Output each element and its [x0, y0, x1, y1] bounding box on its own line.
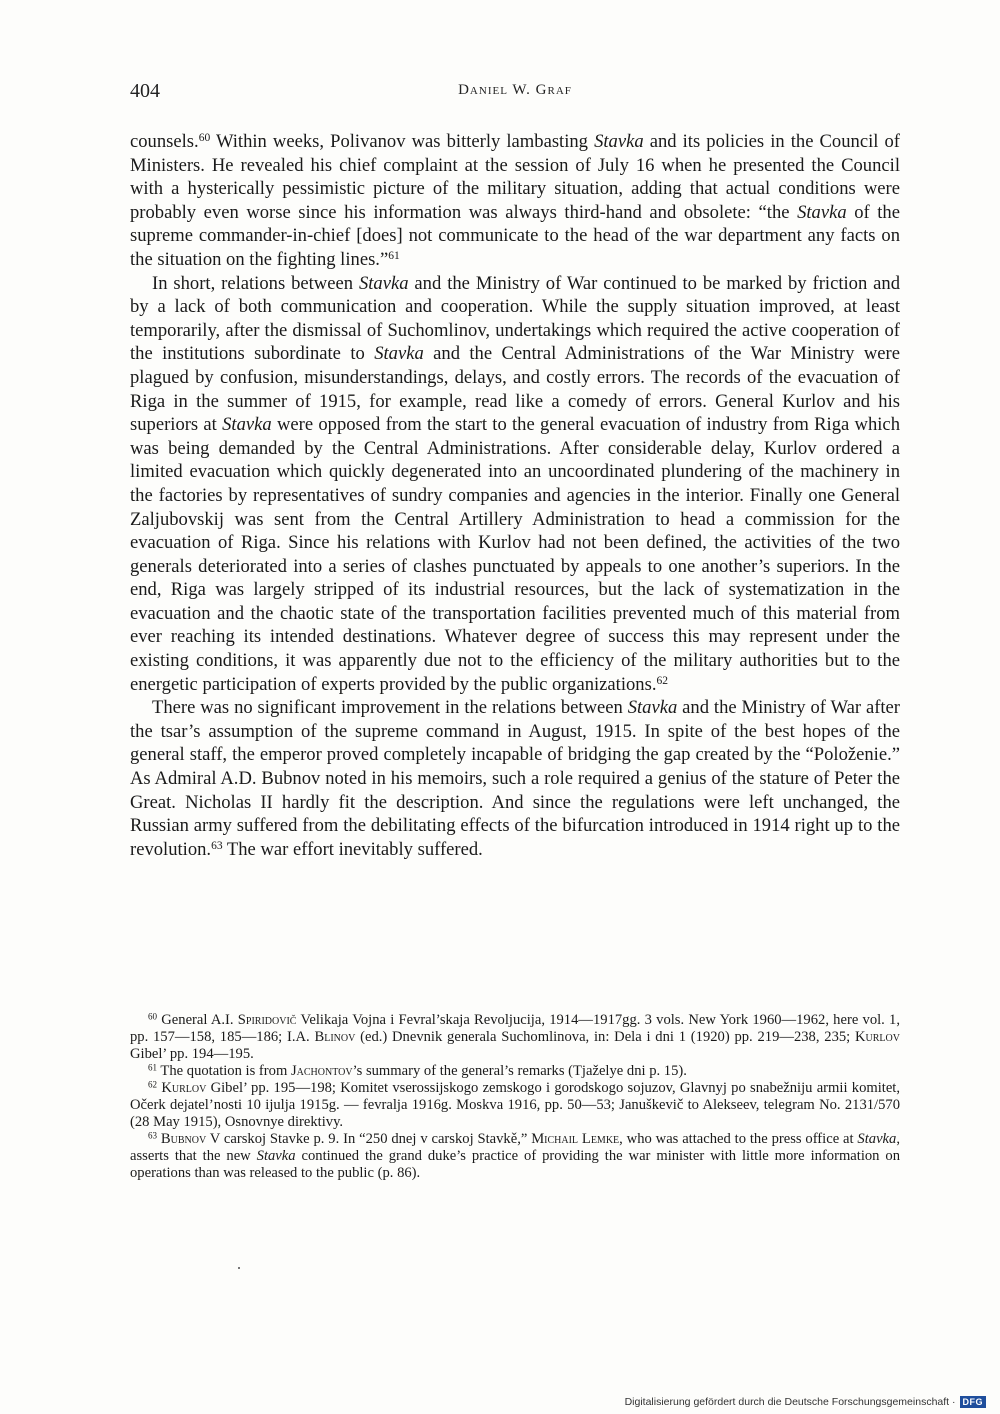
- body-text: [130, 130, 900, 861]
- paragraph: In short, relations between Stavka and the Ministry of War continued to be marked by friction and by a lack of both communication and cooperation. While the supply situation improved, at least temporarily, after the dismissal of Suchomlinov, undertakings which required the active cooperation of the institutions subordinate to Stavka and the Central Administrations of the War Ministry were plagued by confusion, misunderstandings, delays, and costly errors. The records of the evacuation of Riga in the summer of 1915, for example, read like a comedy of errors. General Kurlov and his superiors at Stavka were opposed from the start to the general evacuation of industry from Riga which was being demanded by the Central Administrations. After considerable delay, Kurlov ordered a limited evacuation which quickly degenerated into an uncoordinated plundering of the machinery in the factories by representatives of sundry companies and agencies in the interior. Finally one General Zaljubovskij was sent from the Central Artillery Administration to head a commission for the evacuation of Riga. Since his relations with Kurlov had not been defined, the activities of the two generals deteriorated into a series of clashes punctuated by appeals to one another’s superiors. In the end, Riga was largely stripped of its industrial resources, but the lack of systematization in the evacuation and the chaotic state of the transportation facilities prevented much of this material from ever reaching its intended destinations. Whatever degree of success this may represent under the existing conditions, it was apparently due not to the efficiency of the military authorities but to the energetic participation of experts provided by the public organizations.$^{62}$: [130, 272, 901, 695]
- paragraph: counsels.$^{60}$ Within weeks, Polivanov was bitterly lambasting Stavka and its policies in the Council of Ministers. He revealed his chief complaint at the session of July 16 when he presented the Council with a hysterically pessimistic picture of the military situation, adding that actual conditions were probably even worse since his information was always third-hand and obsolete: “the Stavka of the supreme commander-in-chief [does] not communicate to the head of the war department any facts on the situation on the fighting lines.”$^{61}$: [130, 131, 900, 270]
- footer-credit: Digitalisierung gefördert durch die Deutsche Forschungsgemeinschaft ·: [624, 1396, 956, 1408]
- digitization-footer: [625, 1396, 986, 1408]
- footnote: $^{63}$ Bubnov V carskoj Stavke p. 9. In “250 dnej v carskoj Stavkě,” Michail Lemke, who was attached to the press office at Stavka, asserts that the new Stavka continued the grand duke’s practice of providing the war minister with little more information on operations than was released to the public (p. 86).: [130, 1130, 900, 1181]
- dfg-logo-icon: DFG: [960, 1396, 987, 1408]
- footnote: $^{62}$ Kurlov Gibel’ pp. 195—198; Komitet vserossijskogo zemskogo i gorodskogo sojuzov, Glavnyj po snabežniju armii komitet, Očerk dejatel’nosti 10 ijulja 1915g. — fevralja 1916g. Moskva 1916, pp. 50—53; Januškevič to Alekseev, telegram No. 2131/570 (28 May 1915), Osnovnye direktivy.: [130, 1079, 901, 1130]
- paragraph: There was no significant improvement in the relations between Stavka and the Ministry of War after the tsar’s assumption of the supreme command in August, 1915. In spite of the best hopes of the general staff, the emperor proved completely incapable of bridging the gap created by the “Položenie.” As Admiral A.D. Bubnov noted in his memoirs, such a role required a genius of the stature of Peter the Great. Nicholas II hardly fit the description. And since the regulations were left unchanged, the Russian army suffered from the debilitating effects of the bifurcation introduced in 1914 right up to the revolution.$^{63}$ The war effort inevitably suffered.: [130, 697, 900, 860]
- running-head: Daniel W. Graf: [458, 82, 572, 98]
- footnote-ref[interactable]: 61: [388, 250, 400, 263]
- page-header: [130, 80, 900, 110]
- footnote: $^{61}$ The quotation is from Jachontov’s summary of the general’s remarks (Tjaželye dni p. 15).: [148, 1062, 687, 1079]
- footnote-ref[interactable]: 62: [656, 674, 669, 687]
- footnote-ref[interactable]: 60: [198, 132, 211, 145]
- scan-artifact: [238, 1267, 240, 1269]
- footnote-ref[interactable]: 63: [211, 840, 223, 853]
- footnote: $^{60}$ General A.I. Spiridovič Velikaja Vojna i Fevral’skaja Revoljucija, 1914—1917gg. 3 vols. New York 1960—1962, here vol. 1, pp. 157—158, 185—186; I.A. Blinov (ed.) Dnevnik generala Suchomlinova, in: Dela i dni 1 (1920) pp. 219—238, 235; Kurlov Gibel’ pp. 194—195.: [130, 1011, 900, 1062]
- page-number: 404: [130, 80, 160, 102]
- footnotes: [130, 1012, 900, 1182]
